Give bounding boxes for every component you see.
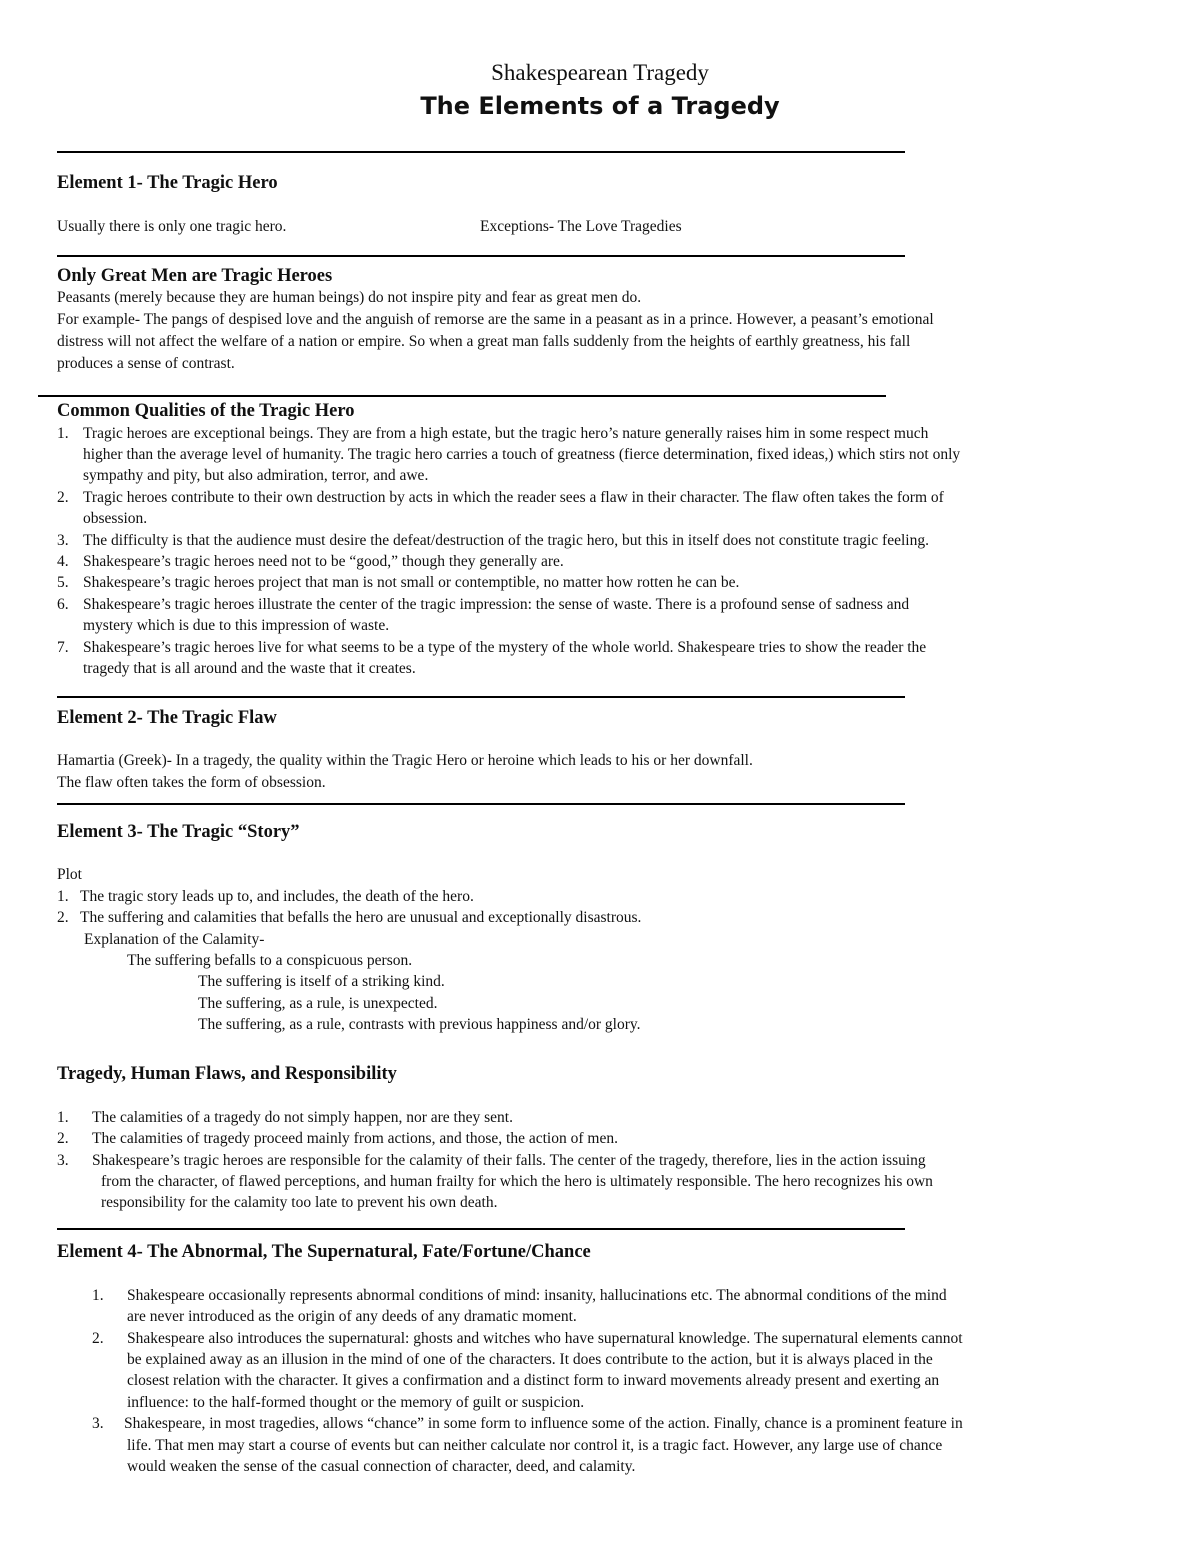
qualities-item-number: 4. (57, 553, 69, 570)
qualities-item-number: 3. (57, 532, 69, 549)
responsibility-item-line: The calamities of a tragedy do not simply happen, nor are they sent. (92, 1109, 513, 1126)
element2-line: The flaw often takes the form of obsession. (57, 774, 326, 791)
qualities-item-number: 6. (57, 596, 69, 613)
element3-heading: Element 3- The Tragic “Story” (57, 822, 300, 842)
qualities-item-line: The difficulty is that the audience must desire the defeat/destruction of the tragic hero, but this in itself does not constitute tragic feeling. (83, 532, 929, 549)
qualities-item-line: Shakespeare’s tragic heroes need not to be “good,” though they generally are. (83, 553, 564, 570)
responsibility-item-number: 3. (57, 1152, 69, 1169)
element4-item-line: would weaken the sense of the casual connection of character, deed, and calamity. (127, 1458, 636, 1475)
explanation-sub: The suffering is itself of a striking kind. (198, 973, 445, 990)
qualities-item-line: sympathy and pity, but also admiration, terror, and awe. (83, 467, 429, 484)
element4-item-number: 1. (92, 1287, 104, 1304)
qualities-heading: Common Qualities of the Tragic Hero (57, 401, 355, 421)
element4-item-line: life. That men may start a course of events but can neither calculate nor control it, is a tragic fact. However, any large use of chance (127, 1437, 943, 1454)
responsibility-item-line: from the character, of flawed perceptions, and human frailty for which the hero is ultimately responsible. The hero recognizes his own (101, 1173, 933, 1190)
responsibility-item-line: Shakespeare’s tragic heroes are responsible for the calamity of their falls. The center of the tragedy, therefore, lies in the action issuing (92, 1152, 926, 1169)
qualities-item-line: Shakespeare’s tragic heroes live for what seems to be a type of the mystery of the whole world. Shakespeare tries to show the reader the (83, 639, 927, 656)
plot-item-number: 2. (57, 909, 69, 926)
responsibility-item-line: The calamities of tragedy proceed mainly from actions, and those, the action of men. (92, 1130, 618, 1147)
element4-item-number: 2. (92, 1330, 104, 1347)
explanation-sub: The suffering, as a rule, contrasts with previous happiness and/or glory. (198, 1016, 641, 1033)
great-men-heading: Only Great Men are Tragic Heroes (57, 266, 333, 286)
qualities-item-number: 2. (57, 489, 69, 506)
great-men-line: produces a sense of contrast. (57, 355, 235, 372)
responsibility-item-number: 2. (57, 1130, 69, 1147)
explanation-lead: The suffering befalls to a conspicuous person. (127, 952, 413, 969)
qualities-item-number: 5. (57, 574, 69, 591)
responsibility-item-number: 1. (57, 1109, 69, 1126)
element1-heading: Element 1- The Tragic Hero (57, 173, 278, 193)
element1-right-text: Exceptions- The Love Tragedies (480, 218, 682, 235)
qualities-item-number: 1. (57, 425, 69, 442)
element4-item-line: Shakespeare also introduces the supernatural: ghosts and witches who have supernatural knowledge. The supernatural elements cannot (127, 1330, 963, 1347)
qualities-item-line: Shakespeare’s tragic heroes project that man is not small or contemptible, no matter how rotten he can be. (83, 574, 740, 591)
qualities-item-line: obsession. (83, 510, 148, 527)
element4-item-number: 3. (92, 1415, 104, 1432)
element4-item-line: are never introduced as the origin of any deeds of any dramatic moment. (127, 1308, 577, 1325)
great-men-line: For example- The pangs of despised love and the anguish of remorse are the same in a peasant as in a prince. However, a peasant’s emotional (57, 311, 934, 328)
responsibility-heading: Tragedy, Human Flaws, and Responsibility (57, 1064, 397, 1084)
responsibility-item-line: responsibility for the calamity too late to prevent his own death. (101, 1194, 498, 1211)
qualities-item-line: Shakespeare’s tragic heroes illustrate the center of the tragic impression: the sense of waste. There is a profound sense of sadness and (83, 596, 910, 613)
divider (38, 395, 886, 397)
element2-heading: Element 2- The Tragic Flaw (57, 708, 277, 728)
divider (57, 803, 905, 805)
divider (57, 696, 905, 698)
divider (57, 255, 905, 257)
element4-item-line: be explained away as an illusion in the mind of one of the characters. It does contribute to the action, but it is always placed in the (127, 1351, 933, 1368)
divider (57, 1228, 905, 1230)
plot-item-number: 1. (57, 888, 69, 905)
document-title: Shakespearean Tragedy (491, 60, 709, 85)
qualities-item-line: higher than the average level of humanity. The tragic hero carries a touch of greatness (fierce determination, fixed ideas,) which stirs not only (83, 446, 961, 463)
explanation-sub: The suffering, as a rule, is unexpected. (198, 995, 438, 1012)
plot-item-text: The tragic story leads up to, and includes, the death of the hero. (80, 888, 474, 905)
great-men-line: distress will not affect the welfare of a nation or empire. So when a great man falls suddenly from the heights of earthly greatness, his fall (57, 333, 911, 350)
element4-heading: Element 4- The Abnormal, The Supernatural, Fate/Fortune/Chance (57, 1242, 591, 1262)
qualities-item-number: 7. (57, 639, 69, 656)
element4-item-line: Shakespeare occasionally represents abnormal conditions of mind: insanity, hallucinations etc. The abnormal conditions of the mind (127, 1287, 947, 1304)
qualities-item-line: tragedy that is all around and the waste that it creates. (83, 660, 416, 677)
element1-left-text: Usually there is only one tragic hero. (57, 218, 287, 235)
explanation-label: Explanation of the Calamity- (84, 931, 265, 948)
element2-line: Hamartia (Greek)- In a tragedy, the quality within the Tragic Hero or heroine which leads to his or her downfall. (57, 752, 753, 769)
qualities-item-line: Tragic heroes are exceptional beings. They are from a high estate, but the tragic hero’s nature generally raises him in some respect much (83, 425, 929, 442)
plot-item-text: The suffering and calamities that befalls the hero are unusual and exceptionally disastrous. (80, 909, 642, 926)
element4-item-line: Shakespeare, in most tragedies, allows “chance” in some form to influence some of the action. Finally, chance is a prominent feature in (124, 1415, 963, 1432)
document-subtitle: The Elements of a Tragedy (420, 92, 780, 120)
plot-label: Plot (57, 866, 82, 883)
qualities-item-line: Tragic heroes contribute to their own destruction by acts in which the reader sees a flaw in their character. The flaw often takes the form of (83, 489, 944, 506)
great-men-line: Peasants (merely because they are human beings) do not inspire pity and fear as great men do. (57, 289, 642, 306)
qualities-item-line: mystery which is due to this impression of waste. (83, 617, 390, 634)
element4-item-line: influence: to the half-formed thought or the memory of guilt or suspicion. (127, 1394, 585, 1411)
element4-item-line: closest relation with the character. It gives a confirmation and a distinct form to inward movements already present and exerting an (127, 1372, 940, 1389)
divider (57, 151, 905, 153)
